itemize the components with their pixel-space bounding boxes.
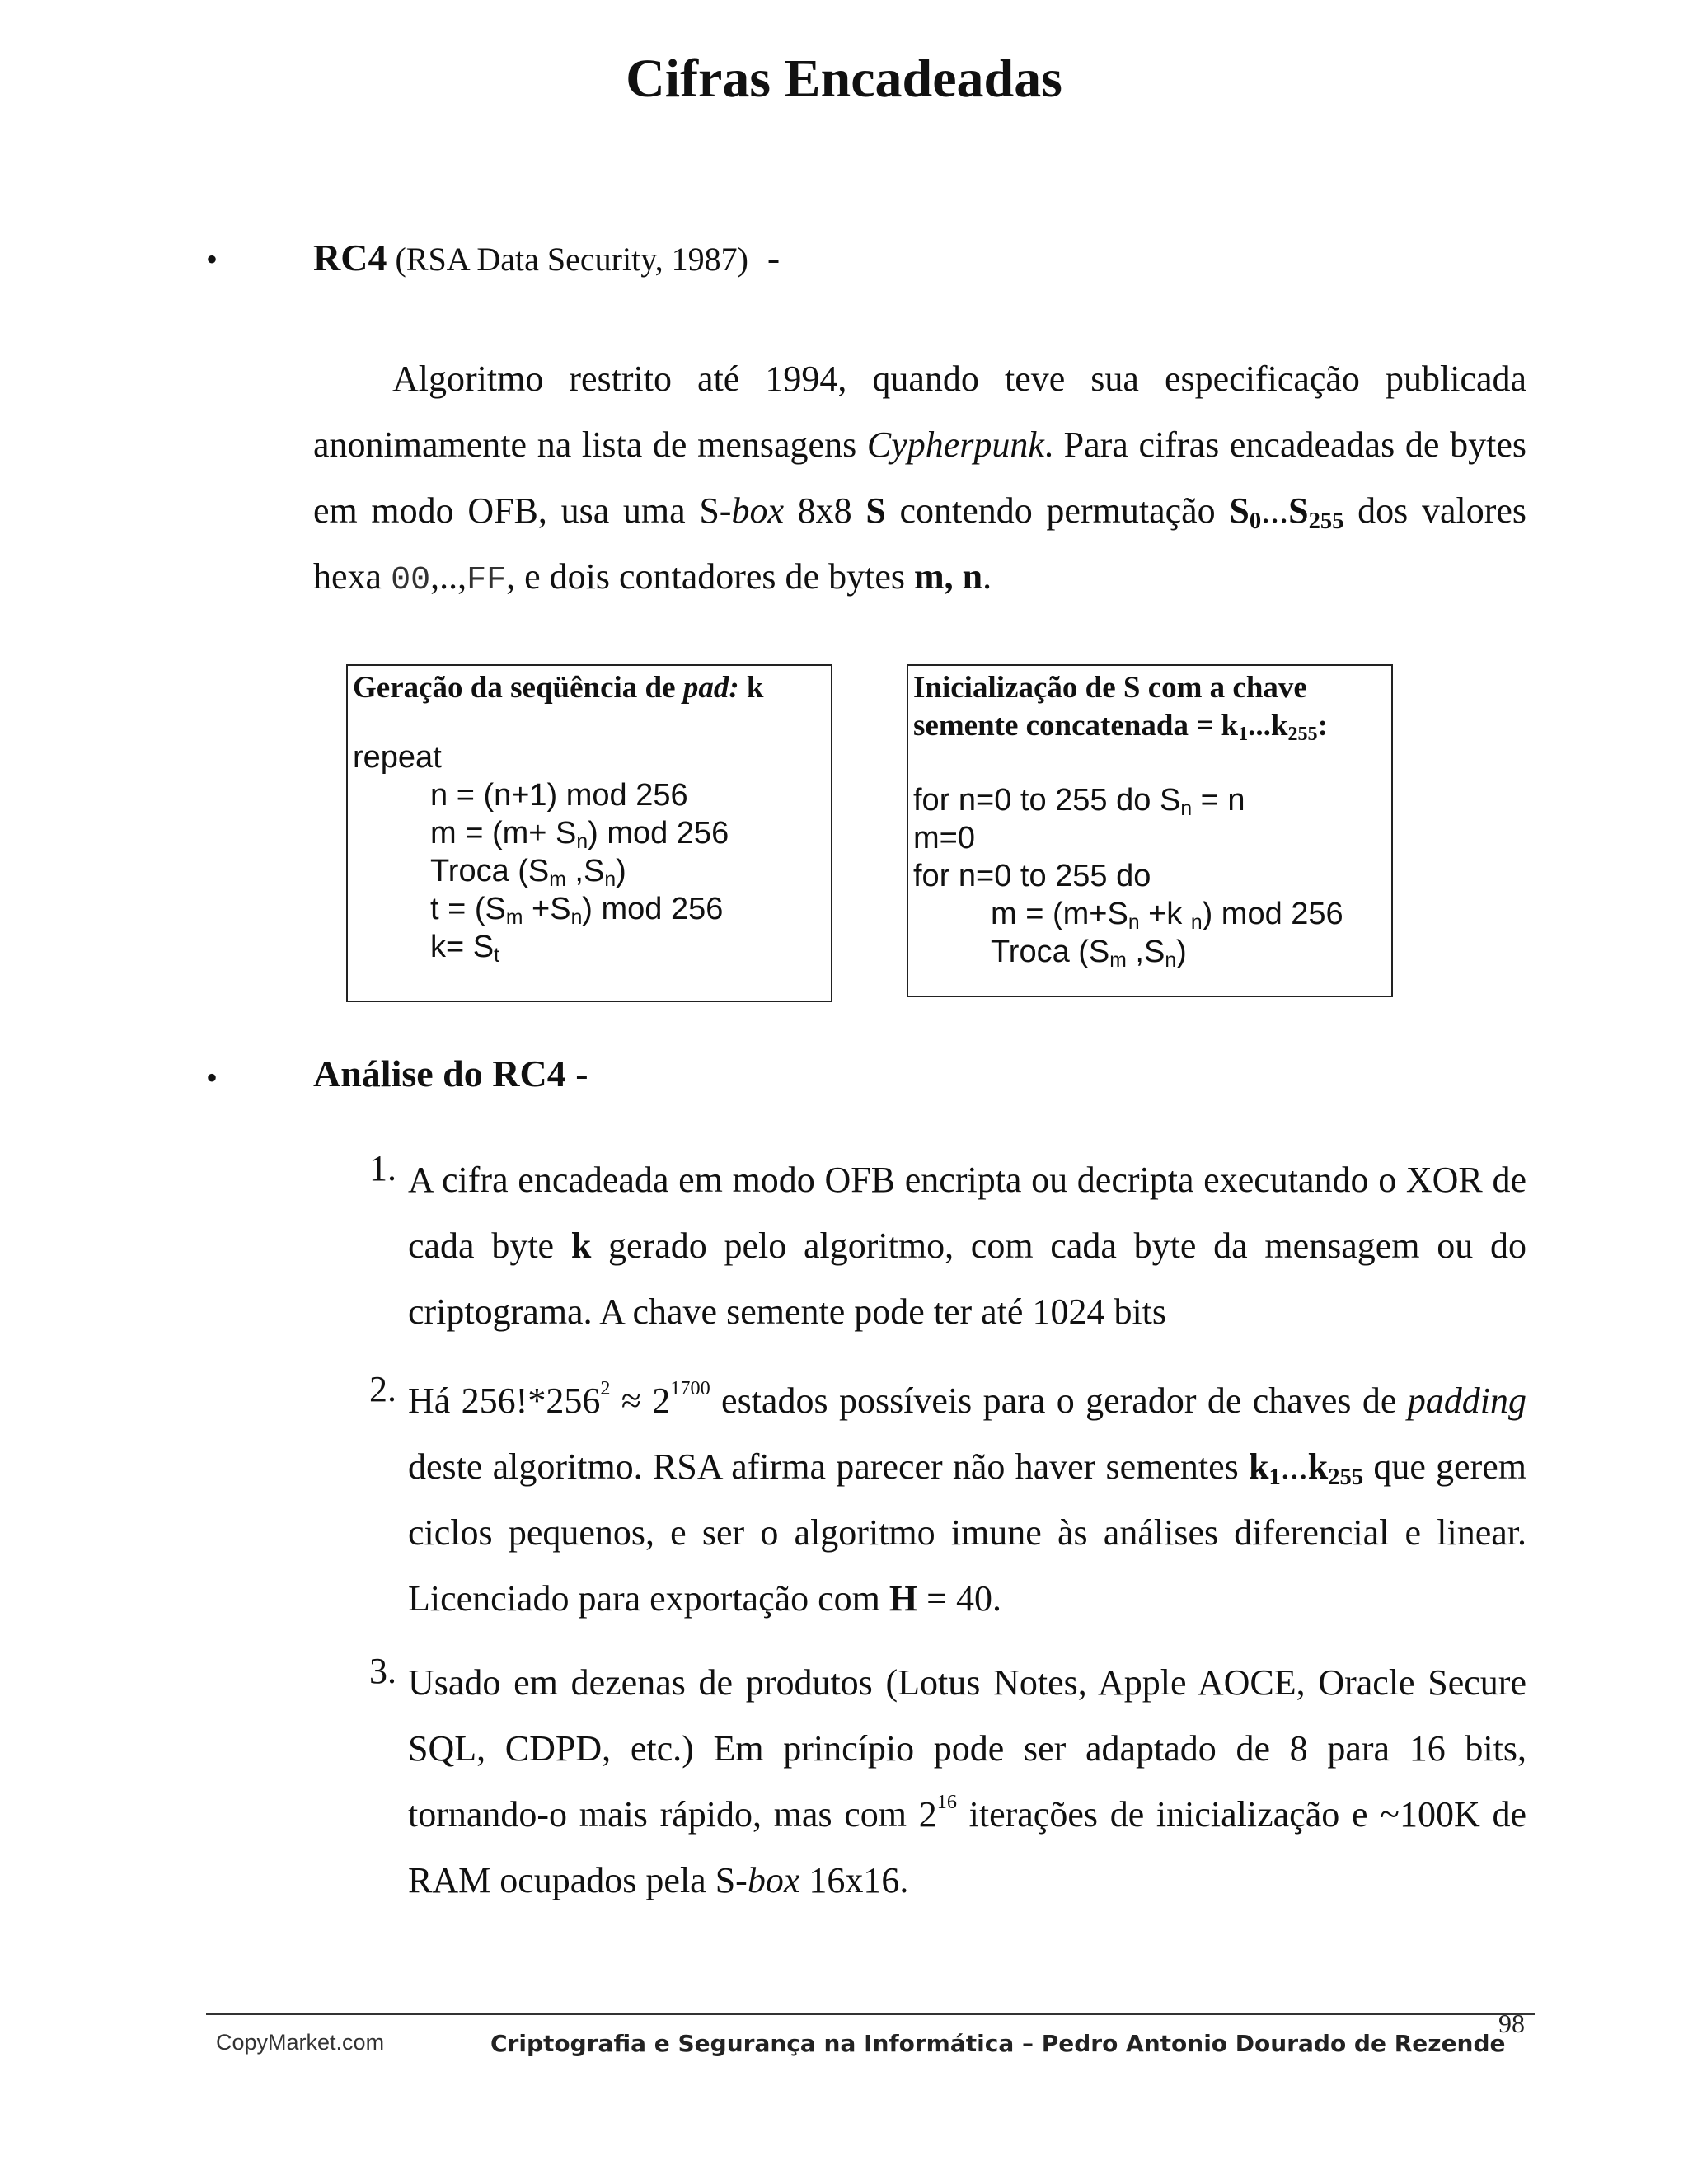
list-item — [408, 1650, 1526, 1914]
text-run: 255 — [1328, 1465, 1364, 1491]
code-line: n = (n+1) mod 256 — [430, 778, 688, 813]
text-run: padding — [1407, 1380, 1526, 1421]
footer-divider — [206, 2013, 1535, 2015]
text-run: . Para cifras encadeadas de bytes em modo OFB, usa uma S- — [313, 424, 1526, 531]
pad-generation-box — [346, 664, 832, 1002]
text-run: = 40. — [917, 1578, 1001, 1619]
text-run: m — [549, 869, 566, 892]
text-run: iterações de inicialização e ~100K de RAM ocupados pela S- — [408, 1794, 1526, 1900]
list-number: 2. — [369, 1369, 396, 1409]
list-item — [408, 1368, 1526, 1632]
text-run: 0 — [1249, 509, 1262, 535]
text-run: . — [982, 556, 992, 597]
text-run: 1700 — [670, 1377, 710, 1400]
text-run: 255 — [1287, 724, 1318, 745]
text-run: Usado em dezenas de produtos (Lotus Notes, Apple AOCE, Oracle Secure SQL, CDPD, etc.) Em princípio pode ser adaptado de 8 para 16 bits, tornando-o mais rápido, mas com 2 — [408, 1662, 1526, 1835]
text-run: Há 256!*256 — [408, 1380, 601, 1421]
text-run: ... — [1280, 1446, 1308, 1487]
code-line: m=0 — [913, 821, 975, 855]
text-run: t = (S — [430, 892, 506, 926]
text-run: ) — [616, 854, 626, 888]
analysis-heading — [313, 1052, 588, 1095]
text-run: Algoritmo restrito até 1994, quando teve sua especificação publicada anonimamente na lista de mensagens — [313, 359, 1526, 465]
text-run: que gerem ciclos pequenos, e ser o algoritmo imune às análises diferencial e linear. Licenciado para exportação com — [408, 1446, 1526, 1619]
box-heading-line1: Inicialização de S com a chave — [913, 671, 1307, 705]
page-number: 98 — [1498, 2008, 1525, 2038]
text-run: n — [1180, 798, 1193, 821]
text-run: 16x16. — [799, 1860, 909, 1900]
text-run: n — [1165, 949, 1177, 972]
text-run: k — [1248, 1446, 1269, 1487]
text-run: for n=0 to 255 do S — [913, 783, 1181, 818]
text-run: ) mod 256 — [582, 892, 724, 926]
text-run: k — [570, 1226, 592, 1266]
text-run: = n — [1192, 783, 1245, 818]
text-run: 00 — [391, 562, 431, 599]
text-run: semente concatenada = k — [913, 709, 1239, 743]
code-line — [913, 781, 1386, 819]
text-run: ...k — [1248, 709, 1288, 743]
text-run: n — [1190, 912, 1203, 935]
text-run: m — [1109, 949, 1127, 972]
text-run: 2 — [600, 1377, 611, 1400]
text-run: ,S — [1126, 935, 1165, 969]
text-run: , e dois contadores de bytes — [506, 556, 914, 597]
bullet-dot: • — [206, 241, 218, 278]
code-line — [913, 895, 1386, 933]
text-run: m — [505, 907, 523, 930]
code-line — [353, 814, 826, 852]
text-run: m = (m+S — [991, 897, 1128, 931]
footer-book-title: Criptografia e Segurança na Informática – Pedro Antonio Dourado de Rezende — [490, 2030, 1506, 2057]
text-run: n — [1128, 912, 1140, 935]
text-run: 255 — [1308, 509, 1344, 535]
code-line: repeat — [353, 740, 442, 775]
text-run: A cifra encadeada em modo OFB encripta ou decripta executando o XOR de cada byte — [408, 1160, 1526, 1266]
text-run: n — [570, 907, 583, 930]
code-line — [353, 928, 826, 966]
text-run: Análise do RC4 - — [313, 1052, 588, 1094]
code-line — [353, 852, 826, 890]
rc4-paragraph — [313, 346, 1526, 614]
text-run: +S — [523, 892, 571, 926]
text-run: 16 — [936, 1791, 957, 1814]
text-run: 1 — [1268, 1465, 1281, 1491]
key-init-box — [907, 664, 1393, 997]
code-line — [353, 890, 826, 928]
text-run: n — [604, 869, 617, 892]
text-run: box — [731, 490, 784, 531]
list-number: 1. — [369, 1148, 396, 1188]
text-run: pad: — [682, 671, 739, 705]
rc4-heading-bold: RC4 — [313, 237, 387, 279]
text-run: k — [738, 671, 764, 705]
text-run: m, n — [913, 556, 983, 597]
bullet-dot: • — [206, 1059, 218, 1096]
rc4-heading-rest: (RSA Data Security, 1987) — [387, 241, 748, 278]
text-run: Troca (S — [430, 854, 550, 888]
text-run: ... — [1261, 490, 1289, 531]
text-run: ) — [1176, 935, 1187, 969]
text-run: deste algoritmo. RSA afirma parecer não haver sementes — [408, 1446, 1249, 1487]
code-line — [913, 933, 1386, 971]
text-run: S — [1229, 490, 1250, 531]
text-run: S — [865, 490, 886, 531]
text-run: Troca (S — [991, 935, 1110, 969]
text-run: 1 — [1238, 724, 1249, 745]
text-run: k — [1307, 1446, 1329, 1487]
text-run: 8x8 — [783, 490, 866, 531]
text-run: H — [889, 1578, 918, 1619]
box-heading — [353, 669, 826, 707]
text-run: n — [576, 831, 588, 854]
text-run: dos valores hexa — [313, 490, 1527, 597]
rc4-heading — [313, 236, 780, 279]
text-run: ,S — [565, 854, 605, 888]
text-run: t — [494, 944, 499, 968]
rc4-heading-dash: - — [767, 237, 781, 279]
code-line: for n=0 to 255 do — [913, 859, 1151, 893]
text-run: : — [1317, 709, 1328, 743]
text-run: Geração da seqüência de — [353, 671, 683, 705]
page-title: Cifras Encadeadas — [626, 49, 1062, 109]
text-run: box — [747, 1860, 800, 1900]
text-run: Cypherpunk — [866, 424, 1044, 465]
list-number: 3. — [369, 1651, 396, 1691]
text-run: m = (m+ S — [430, 816, 577, 851]
text-run: k= S — [430, 930, 495, 964]
text-run: ,.., — [430, 556, 467, 597]
list-item — [408, 1147, 1526, 1345]
text-run: +k — [1139, 897, 1191, 931]
text-run: ≈ 2 — [610, 1380, 671, 1421]
box-heading-line2 — [913, 707, 1386, 745]
text-run: FF — [467, 562, 507, 599]
text-run: estados possíveis para o gerador de chaves de — [710, 1380, 1408, 1421]
text-run: contendo permutação — [885, 490, 1230, 531]
text-run: S — [1288, 490, 1309, 531]
footer-site: CopyMarket.com — [216, 2030, 385, 2055]
text-run: ) mod 256 — [588, 816, 729, 851]
text-run: gerado pelo algoritmo, com cada byte da mensagem ou do criptograma. A chave semente pode ter até 1024 bits — [408, 1226, 1526, 1332]
text-run: ) mod 256 — [1202, 897, 1343, 931]
